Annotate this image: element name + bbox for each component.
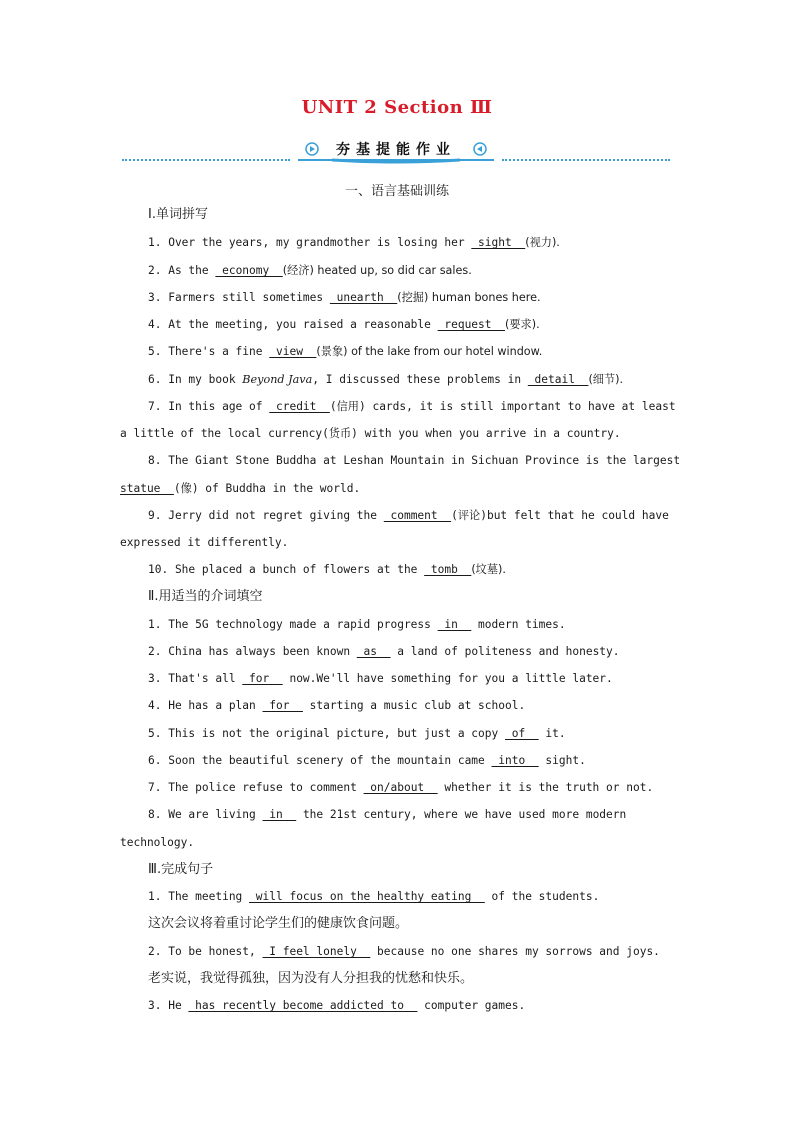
preposition-item-8-cont: technology. bbox=[120, 836, 195, 849]
section-heading: 一、语言基础训练 bbox=[344, 184, 449, 199]
banner-label: 夯基提能作业 bbox=[336, 142, 456, 158]
page-title: UNIT 2 Section Ⅲ bbox=[301, 97, 493, 118]
part-2-heading: Ⅱ.用适当的介词填空 bbox=[148, 589, 263, 604]
spelling-item-7-cont: a little of the local currency(货币) with you when you arrive in a country. bbox=[120, 427, 621, 440]
spelling-item-4: 4. At the meeting, you raised a reasonable request (要求). bbox=[148, 318, 540, 331]
spelling-item-7: 7. In this age of credit (信用) cards, it is still important to have at least bbox=[148, 400, 676, 413]
preposition-item-1: 1. The 5G technology made a rapid progress in modern times. bbox=[148, 618, 566, 631]
sentence-item-1: 1. The meeting will focus on the healthy eating of the students. bbox=[148, 890, 600, 903]
spelling-item-6: 6. In my book Beyond Java, I discussed these problems in detail (细节). bbox=[148, 373, 624, 386]
preposition-item-5: 5. This is not the original picture, but just a copy of it. bbox=[148, 727, 566, 740]
preposition-item-4: 4. He has a plan for starting a music club at school. bbox=[148, 699, 526, 712]
spelling-item-9: 9. Jerry did not regret giving the comment (评论)but felt that he could have bbox=[148, 509, 669, 522]
banner-divider-right bbox=[502, 159, 670, 161]
sentence-item-2-translation: 老实说，我觉得孤独，因为没有人分担我的忧愁和快乐。 bbox=[148, 971, 474, 986]
banner-divider-left bbox=[122, 159, 290, 161]
spelling-item-8: 8. The Giant Stone Buddha at Leshan Mountain in Sichuan Province is the largest bbox=[148, 454, 681, 467]
spelling-item-1: 1. Over the years, my grandmother is losing her sight (视力). bbox=[148, 236, 560, 249]
part-3-heading: Ⅲ.完成句子 bbox=[148, 862, 214, 877]
preposition-item-7: 7. The police refuse to comment on/about whether it is the truth or not. bbox=[148, 781, 654, 794]
spelling-item-3: 3. Farmers still sometimes unearth (挖掘) human bones here. bbox=[148, 291, 541, 304]
preposition-item-2: 2. China has always been known as a land of politeness and honesty. bbox=[148, 645, 620, 658]
sentence-item-1-translation: 这次会议将着重讨论学生们的健康饮食问题。 bbox=[148, 916, 409, 931]
section-banner bbox=[122, 138, 670, 164]
part-1-heading: Ⅰ.单词拼写 bbox=[148, 207, 208, 222]
spelling-item-9-cont: expressed it differently. bbox=[120, 536, 289, 549]
preposition-item-6: 6. Soon the beautiful scenery of the mountain came into sight. bbox=[148, 754, 586, 767]
spelling-item-10: 10. She placed a bunch of flowers at the tomb (坟墓). bbox=[148, 563, 506, 576]
preposition-item-3: 3. That's all for now.We'll have something for you a little later. bbox=[148, 672, 613, 685]
sentence-item-2: 2. To be honest, I feel lonely because no one shares my sorrows and joys. bbox=[148, 945, 660, 958]
banner-center bbox=[292, 138, 500, 164]
spelling-item-8-cont: statue (像) of Buddha in the world. bbox=[120, 482, 361, 495]
spelling-item-2: 2. As the economy (经济) heated up, so did car sales. bbox=[148, 264, 472, 277]
preposition-item-8: 8. We are living in the 21st century, where we have used more modern bbox=[148, 808, 627, 821]
spelling-item-5: 5. There's a fine view (景象) of the lake from our hotel window. bbox=[148, 345, 543, 358]
sentence-item-3: 3. He has recently become addicted to computer games. bbox=[148, 999, 526, 1012]
